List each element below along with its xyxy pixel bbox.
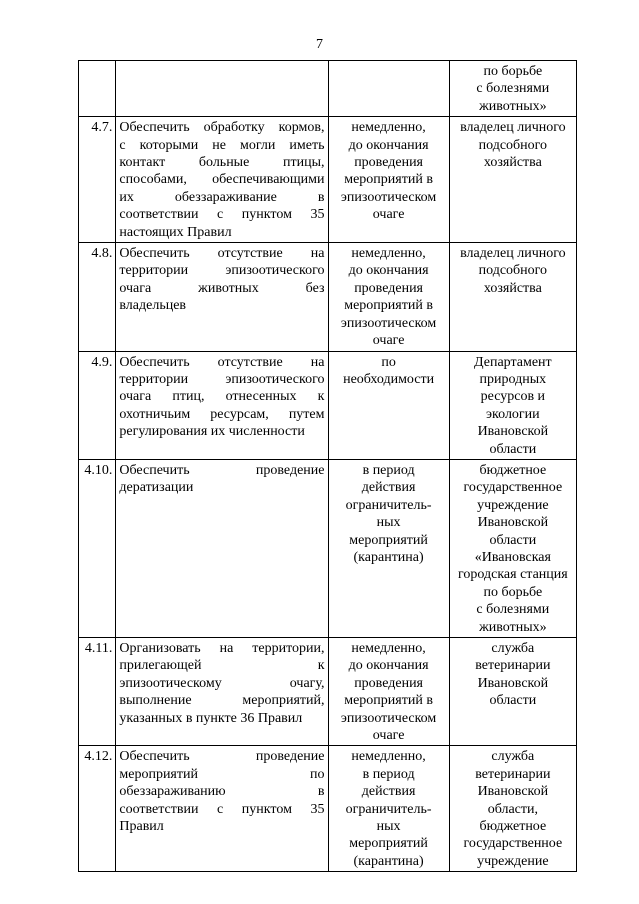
table-row: [79, 638, 577, 746]
measure-cell-line: контакт больные птицы,: [119, 155, 325, 171]
deadline-cell-line: очаге: [372, 207, 405, 223]
responsible-cell: [449, 117, 576, 243]
deadline-cell-line: ных: [376, 515, 401, 531]
deadline-cell-line: действия: [361, 480, 416, 496]
deadline-cell-line: очаге: [372, 333, 405, 349]
responsible-cell-line: учреждение: [477, 853, 549, 869]
responsible-cell: [449, 351, 576, 459]
responsible-cell: [449, 243, 576, 351]
measure-cell-line: дератизации: [119, 480, 194, 496]
measure-cell-line: способами, обеспечивающими: [119, 172, 325, 188]
measure-cell-line: соответствии с пунктом 35: [119, 207, 325, 223]
measure-cell: [116, 746, 328, 872]
table-row: [79, 459, 577, 637]
responsible-cell-line: подсобного: [478, 263, 548, 279]
item-number-cell: 4.9.: [79, 351, 116, 459]
deadline-cell-line: немедленно,: [351, 749, 426, 765]
measure-cell-line: настоящих Правил: [119, 224, 232, 240]
table-row: [79, 61, 577, 117]
measures-table-body: [79, 61, 577, 872]
measure-cell-line: обеззараживанию в: [119, 784, 325, 800]
deadline-cell: [328, 638, 449, 746]
responsible-cell-line: животных»: [479, 619, 547, 635]
deadline-cell-line: мероприятий: [349, 836, 428, 852]
measure-cell-line: охотничьим ресурсам, путем: [119, 406, 325, 422]
deadline-cell-line: до окончания: [348, 263, 429, 279]
deadline-cell-line: необходимости: [343, 371, 435, 387]
responsible-cell-line: области,: [487, 801, 538, 817]
responsible-cell-line: области: [489, 532, 537, 548]
responsible-cell: [449, 746, 576, 872]
table-row: [79, 351, 577, 459]
responsible-cell-line: учреждение: [477, 497, 549, 513]
deadline-cell-line: очаге: [372, 728, 405, 744]
responsible-cell: [449, 638, 576, 746]
item-number-cell: 4.10.: [79, 459, 116, 637]
item-number-cell: 4.12.: [79, 746, 116, 872]
deadline-cell-line: до окончания: [348, 137, 429, 153]
measure-cell-line: выполнение мероприятий,: [119, 693, 325, 709]
deadline-cell-line: немедленно,: [351, 120, 426, 136]
responsible-cell-line: владелец личного: [460, 120, 566, 136]
measure-cell-line: с которыми не могли иметь: [119, 137, 325, 153]
measure-cell: [116, 117, 328, 243]
measure-cell-line: Обеспечить проведение: [119, 462, 325, 478]
responsible-cell-line: по борьбе: [483, 584, 543, 600]
responsible-cell-line: с болезнями: [476, 602, 550, 618]
responsible-cell-line: бюджетное: [479, 819, 547, 835]
deadline-cell-line: проведения: [354, 675, 423, 691]
deadline-cell-line: по: [381, 354, 396, 370]
measure-cell-line: Обеспечить отсутствие на: [119, 354, 325, 370]
deadline-cell-line: эпизоотическом: [340, 710, 437, 726]
responsible-cell-line: с болезнями: [476, 81, 550, 97]
responsible-cell-line: экологии: [486, 406, 540, 422]
measure-cell: [116, 459, 328, 637]
deadline-cell-line: немедленно,: [351, 641, 426, 656]
responsible-cell-line: городская станция: [458, 567, 568, 583]
responsible-cell-line: «Ивановская: [474, 549, 551, 565]
deadline-cell-line: в период: [362, 766, 415, 782]
deadline-cell-line: ных: [376, 819, 401, 835]
table-row: [79, 746, 577, 872]
responsible-cell-line: природных: [479, 371, 547, 387]
deadline-cell-line: немедленно,: [351, 246, 426, 262]
deadline-cell: [328, 459, 449, 637]
measure-cell: [116, 243, 328, 351]
measure-cell-line: указанных в пункте 36 Правил: [119, 710, 303, 726]
deadline-cell-line: до окончания: [348, 658, 429, 674]
measure-cell-line: очага птиц, отнесенных к: [119, 389, 325, 405]
responsible-cell-line: ветеринарии: [475, 766, 551, 782]
responsible-cell-line: ветеринарии: [475, 658, 551, 674]
measure-cell-line: владельцев: [119, 298, 187, 314]
measure-cell-line: территории эпизоотического: [119, 371, 325, 387]
item-number-cell: 4.8.: [79, 243, 116, 351]
responsible-cell: [449, 61, 576, 117]
responsible-cell-line: Ивановской: [477, 675, 549, 691]
responsible-cell-line: бюджетное: [479, 462, 547, 478]
measure-cell-line: регулирования их численности: [119, 424, 305, 440]
measure-cell-line: мероприятий по: [119, 766, 325, 782]
responsible-cell-line: Ивановской: [477, 515, 549, 531]
deadline-cell-line: эпизоотическом: [340, 189, 437, 205]
deadline-cell-line: мероприятий в: [344, 693, 433, 709]
deadline-cell: [328, 351, 449, 459]
deadline-cell: [328, 117, 449, 243]
responsible-cell-line: Ивановской: [477, 424, 549, 440]
deadline-cell-line: проведения: [354, 155, 423, 171]
deadline-cell-line: эпизоотическом: [340, 315, 437, 331]
deadline-cell: [328, 61, 449, 117]
measure-cell-line: их обеззараживание в: [119, 189, 325, 205]
deadline-cell: [328, 243, 449, 351]
responsible-cell-line: Департамент: [474, 354, 552, 370]
responsible-cell-line: государственное: [463, 480, 563, 496]
measure-cell: [116, 351, 328, 459]
responsible-cell-line: Ивановской: [477, 784, 549, 800]
item-number-cell: [79, 61, 116, 117]
measure-cell-line: Организовать на территории,: [119, 641, 325, 656]
measure-cell-line: эпизоотическому очагу,: [119, 675, 325, 691]
measure-cell-line: прилегающей к: [119, 658, 325, 674]
deadline-cell-line: проведения: [354, 280, 423, 296]
responsible-cell-line: подсобного: [478, 137, 548, 153]
deadline-cell-line: действия: [361, 784, 416, 800]
deadline-cell-line: мероприятий в: [344, 172, 433, 188]
measure-cell-line: территории эпизоотического: [119, 263, 325, 279]
deadline-cell: [328, 746, 449, 872]
item-number-cell: 4.11.: [79, 638, 116, 746]
responsible-cell-line: области: [489, 693, 537, 709]
responsible-cell-line: служба: [491, 641, 535, 656]
responsible-cell-line: хозяйства: [483, 155, 542, 171]
page-number: 7: [316, 37, 323, 52]
deadline-cell-line: ограничитель-: [345, 801, 432, 817]
measures-table: [78, 60, 577, 872]
measure-cell-line: очага животных без: [119, 280, 325, 296]
table-row: [79, 243, 577, 351]
responsible-cell-line: по борьбе: [483, 64, 543, 79]
responsible-cell-line: ресурсов и: [480, 389, 546, 405]
deadline-cell-line: (карантина): [353, 853, 424, 869]
measure-cell-line: Обеспечить обработку кормов,: [119, 120, 325, 136]
measure-cell-line: Правил: [119, 819, 164, 835]
responsible-cell-line: животных»: [479, 98, 547, 114]
measure-cell-line: соответствии с пунктом 35: [119, 801, 325, 817]
responsible-cell-line: владелец личного: [460, 246, 566, 262]
responsible-cell-line: служба: [491, 749, 535, 765]
deadline-cell-line: (карантина): [353, 549, 424, 565]
deadline-cell-line: в период: [362, 462, 415, 478]
responsible-cell: [449, 459, 576, 637]
item-number-cell: 4.7.: [79, 117, 116, 243]
measure-cell-line: Обеспечить проведение: [119, 749, 325, 765]
deadline-cell-line: мероприятий в: [344, 298, 433, 314]
measure-cell: [116, 61, 328, 117]
responsible-cell-line: области: [489, 441, 537, 457]
responsible-cell-line: государственное: [463, 836, 563, 852]
deadline-cell-line: мероприятий: [349, 532, 428, 548]
responsible-cell-line: хозяйства: [483, 280, 542, 296]
deadline-cell-line: ограничитель-: [345, 497, 432, 513]
table-row: [79, 117, 577, 243]
measure-cell: [116, 638, 328, 746]
measure-cell-line: Обеспечить отсутствие на: [119, 246, 325, 262]
